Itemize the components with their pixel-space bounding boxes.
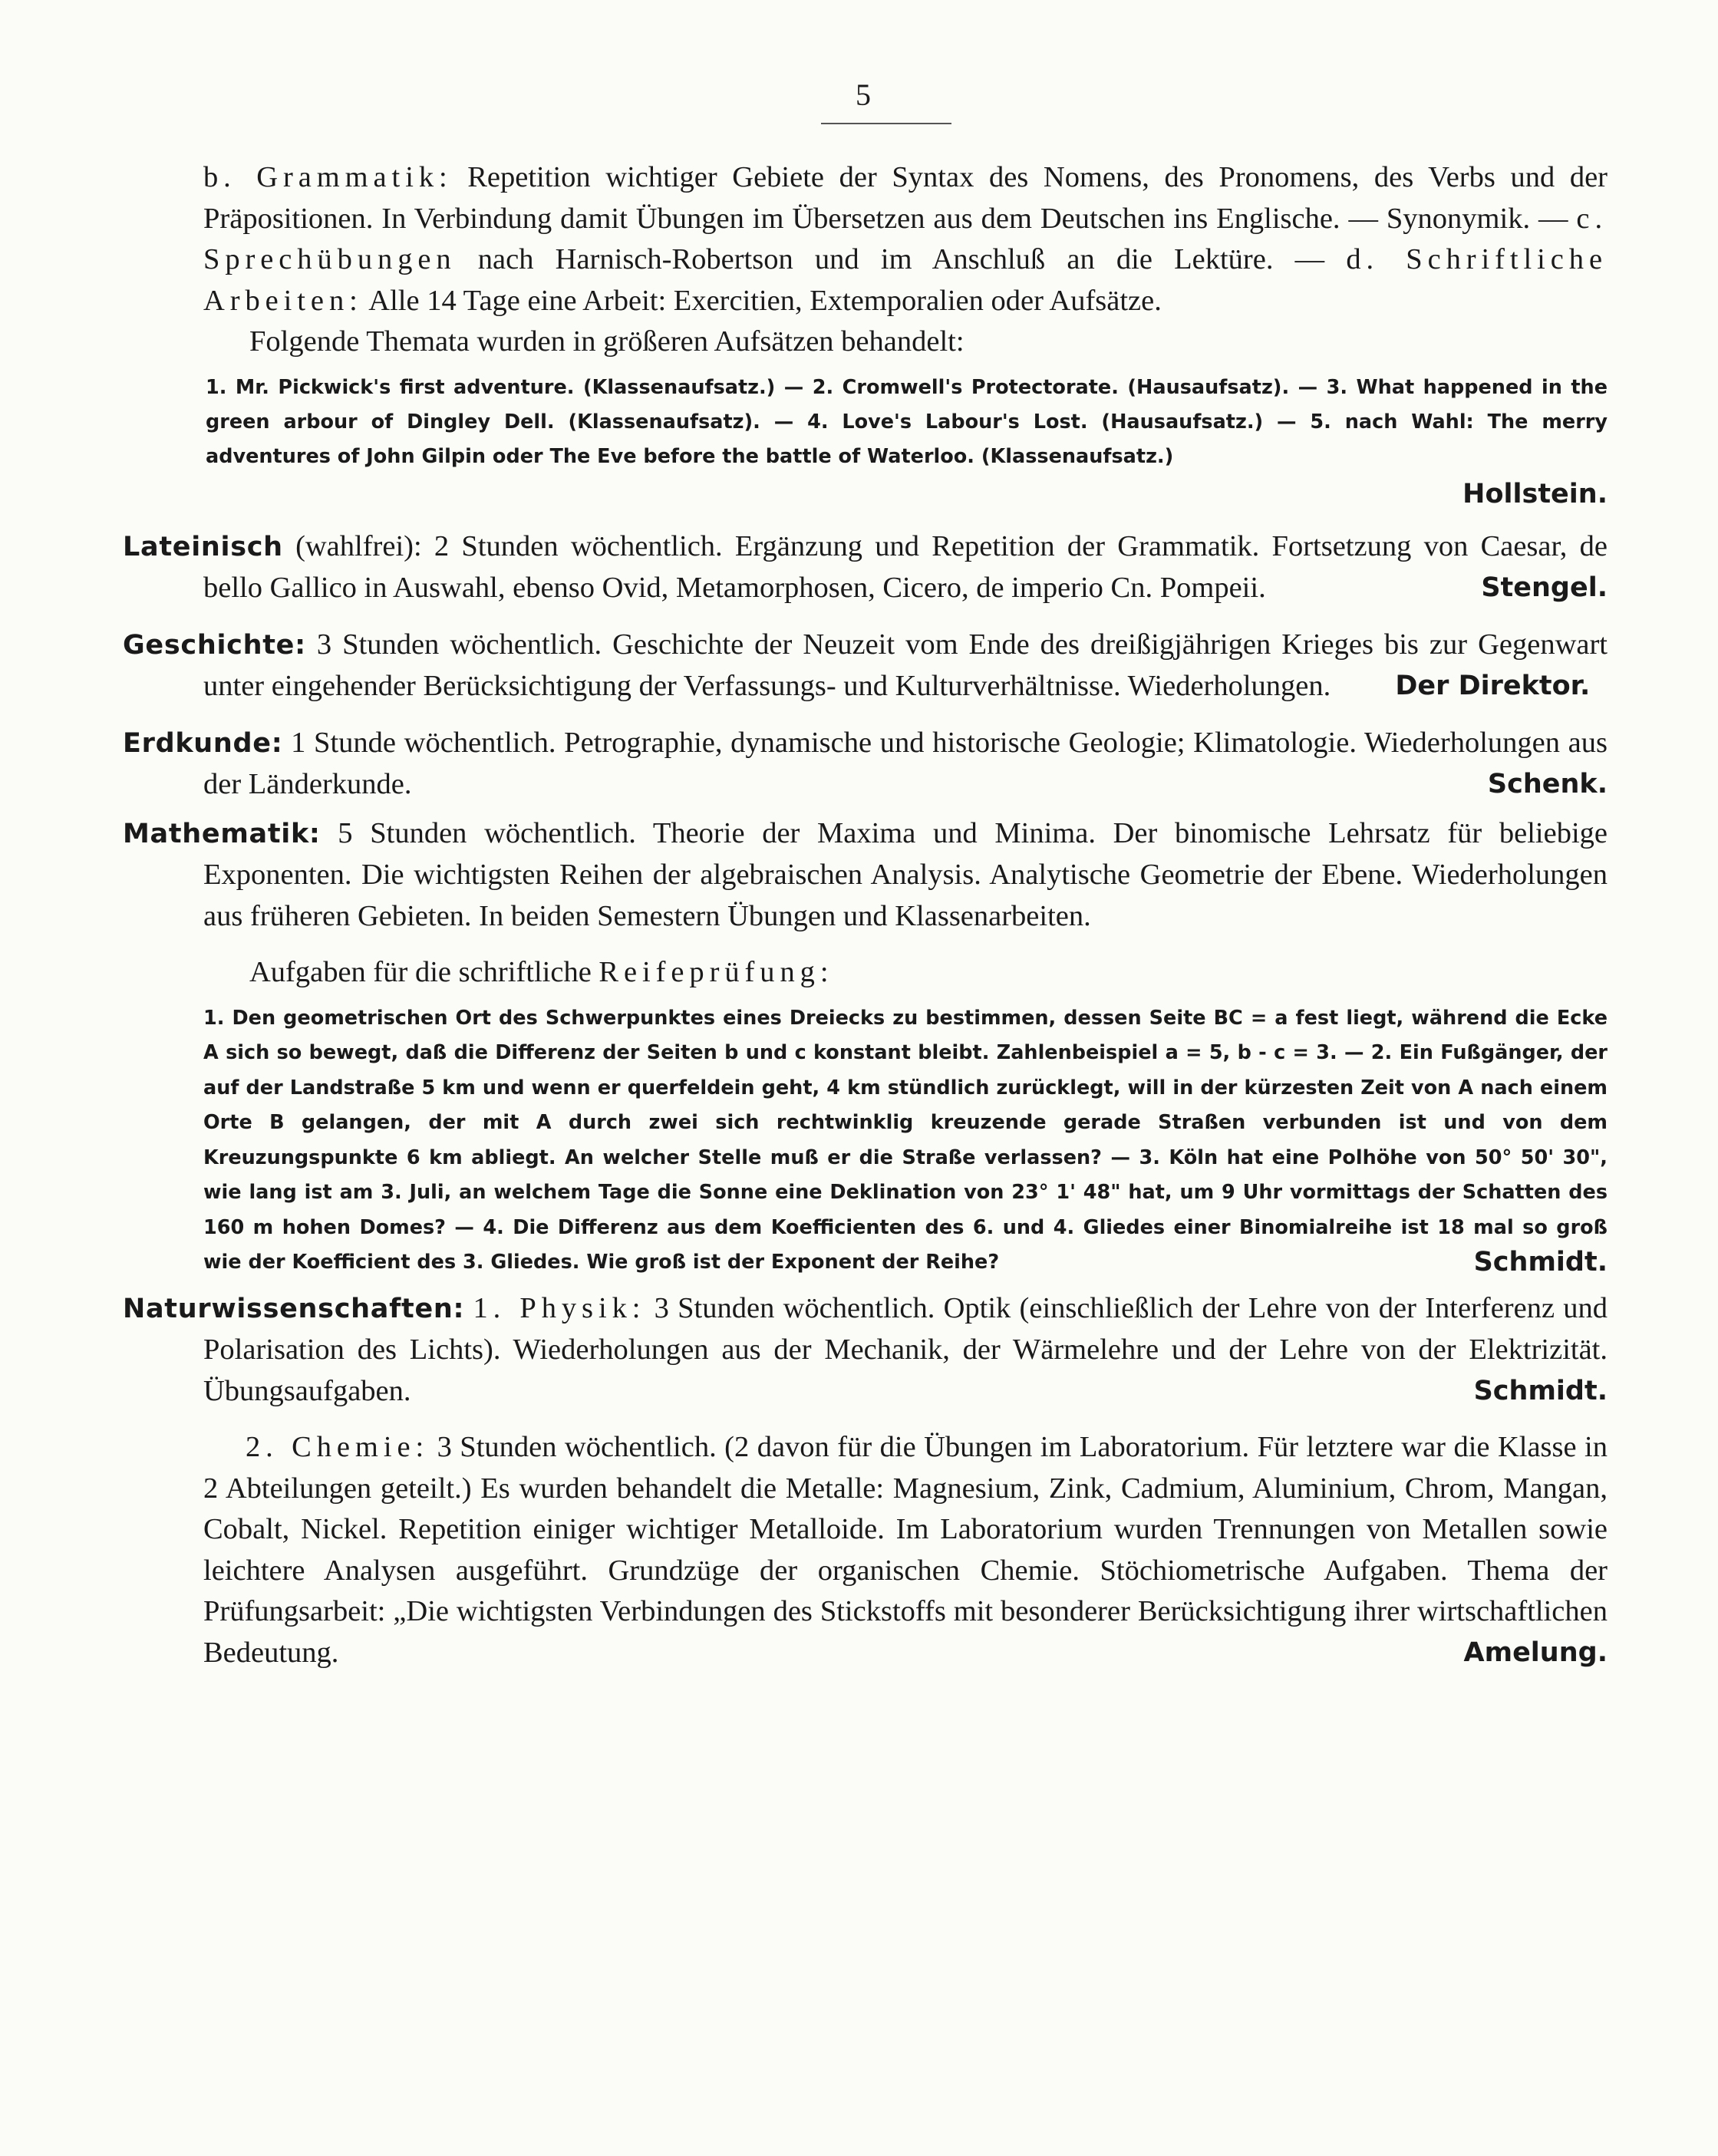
latein-label: Lateinisch: [123, 531, 283, 562]
english-teacher: Hollstein.: [1462, 478, 1608, 509]
page-body: [123, 157, 1608, 1673]
sprech-label: c. Sprechübungen: [203, 202, 1608, 275]
chemie-label: 2. Chemie:: [246, 1431, 430, 1463]
erdkunde-text: 1 Stunde wöchentlich. Petrographie, dynamische und historische Geologie; Klimatologie. Wiederholungen aus der Länderkunde.: [203, 726, 1608, 800]
geschichte-teacher: Der Direktor.: [1395, 671, 1591, 701]
mathematik-text: 5 Stunden wöchentlich. Theorie der Maxima und Minima. Der binomische Lehrsatz für beliebige Exponenten. Die wichtigsten Reihen der algebraischen Analysis. Analytische Geometrie der Ebene. Wiederholungen aus früheren Gebieten. In beiden Semestern Übungen und Klassenarbeiten.: [203, 816, 1608, 932]
themata-intro: Folgende Themata wurden in größeren Aufsätzen behandelt:: [249, 325, 965, 358]
mathematik-label: Mathematik:: [123, 818, 321, 849]
sprech-text: nach Harnisch-Robertson und im Anschluß an die Lektüre. —: [477, 243, 1325, 275]
latein-text: (wahlfrei): 2 Stunden wöchentlich. Ergänzung und Repetition der Grammatik. Fortsetzung von Caesar, de bello Gallico in Auswahl, ebenso Ovid, Metamorphosen, Cicero, de imperio Cn. Pompeii.: [203, 529, 1608, 604]
geschichte-text: 3 Stunden wöchentlich. Geschichte der Neuzeit vom Ende des dreißigjährigen Krieges bis zur Gegenwart unter eingehender Berücksichtigung der Verfassungs- und Kulturverhältnisse. Wiederholungen.: [203, 628, 1608, 702]
erdkunde-teacher: Schenk.: [1487, 769, 1608, 799]
mathematik-teacher: Schmidt.: [1473, 1247, 1608, 1277]
mathematik-paragraph: [123, 813, 1608, 938]
chemie-text: 3 Stunden wöchentlich. (2 davon für die Übungen im Laboratorium. Für letztere war die Klasse in 2 Abteilungen geteilt.) Es wurden behandelt die Metalle: Magnesium, Zink, Cadmium, Aluminium, Chrom, Mangan, Cobalt, Nickel. Repetition einiger wichtiger Metalloide. Im Laboratorium wurden Trennungen von Metallen sowie leichtere Analysen ausgeführt. Grundzüge der organischen Chemie. Stöchiometrische Aufgaben. Thema der Prüfungsarbeit: „Die wichtigsten Verbindungen des Stickstoffs mit besonderer Berücksichtigung ihrer wirtschaftlichen Bedeutung.: [203, 1431, 1608, 1669]
physik-paragraph: [123, 1288, 1608, 1413]
chemie-teacher: Amelung.: [1463, 1637, 1608, 1668]
latein-paragraph: [123, 526, 1608, 609]
physik-text: 3 Stunden wöchentlich. Optik (einschließlich der Lehre von der Interferenz und Polarisation des Lichts). Wiederholungen aus der Mechanik, der Wärmelehre und der Lehre von der Elektrizität. Übungsaufgaben.: [203, 1291, 1608, 1407]
aufgaben-intro: Aufgaben für die schriftliche Reifeprüfung:: [249, 956, 834, 988]
erdkunde-label: Erdkunde:: [123, 727, 283, 759]
english-grammatik-paragraph: [123, 157, 1608, 321]
aufgaben-list: 1. Den geometrischen Ort des Schwerpunktes eines Dreiecks zu bestimmen, dessen Seite BC = a fest liegt, während die Ecke A sich so bewegt, daß die Differenz der Seiten b und c konstant bleibt. Zahlenbeispiel a = 5, b - c = 3. — 2. Ein Fußgänger, der auf der Landstraße 5 km und wenn er querfeldein geht, 4 km stündlich zurücklegt, will in der kürzesten Zeit von A nach einem Orte B gelangen, der mit A durch zwei sich rechtwinklig kreuzende gerade Straßen verbunden ist und von dem Kreuzungspunkte 6 km abliegt. An welcher Stelle muß er die Straße verlassen? — 3. Köln hat eine Polhöhe von 50° 50' 30", wie lang ist am 3. Juli, an welchem Tage die Sonne eine Deklination von 23° 1' 48" hat, um 9 Uhr vormittags der Schatten des 160 m hohen Domes? — 4. Die Differenz aus dem Koefficienten des 6. und 4. Gliedes einer Binomialreihe ist 18 mal so groß wie der Koefficient des 3. Gliedes. Wie groß ist der Exponent der Reihe? Schmidt.: [123, 1001, 1608, 1281]
latein-teacher: Stengel.: [1481, 572, 1608, 603]
geschichte-label: Geschichte:: [123, 629, 306, 661]
grammatik-label: b. Grammatik:: [203, 161, 453, 193]
themata-list: 1. Mr. Pickwick's first adventure. (Klassenaufsatz.) — 2. Cromwell's Protectorate. (Hausaufsatz). — 3. What happened in the green arbour of Dingley Dell. (Klassenaufsatz). — 4. Love's Labour's Lost. (Hausaufsatz.) — 5. nach Wahl: The merry adventures of John Gilpin oder The Eve before the battle of Waterloo. (Klassenaufsatz.): [206, 375, 1608, 468]
page-number-rule: [821, 123, 951, 124]
erdkunde-paragraph: [123, 723, 1608, 806]
schrift-label: d. Schriftliche Arbeiten:: [203, 243, 1608, 317]
natur-label: Naturwissenschaften:: [123, 1293, 465, 1324]
geschichte-paragraph: [123, 625, 1608, 707]
page-number: 5: [856, 77, 871, 112]
english-teacher-line: [123, 474, 1608, 519]
schrift-text: Alle 14 Tage eine Arbeit: Exercitien, Extemporalien oder Aufsätze.: [368, 284, 1162, 317]
grammatik-text: Repetition wichtiger Gebiete der Syntax des Nomens, des Pronomens, des Verbs und der Präpositionen. In Verbindung damit Übungen im Übersetzen aus dem Deutschen ins Englische. — Synonymik. —: [203, 161, 1608, 235]
physik-teacher: Schmidt.: [1473, 1375, 1608, 1406]
chemie-paragraph: [123, 1427, 1608, 1673]
physik-label: 1. Physik:: [473, 1291, 646, 1324]
